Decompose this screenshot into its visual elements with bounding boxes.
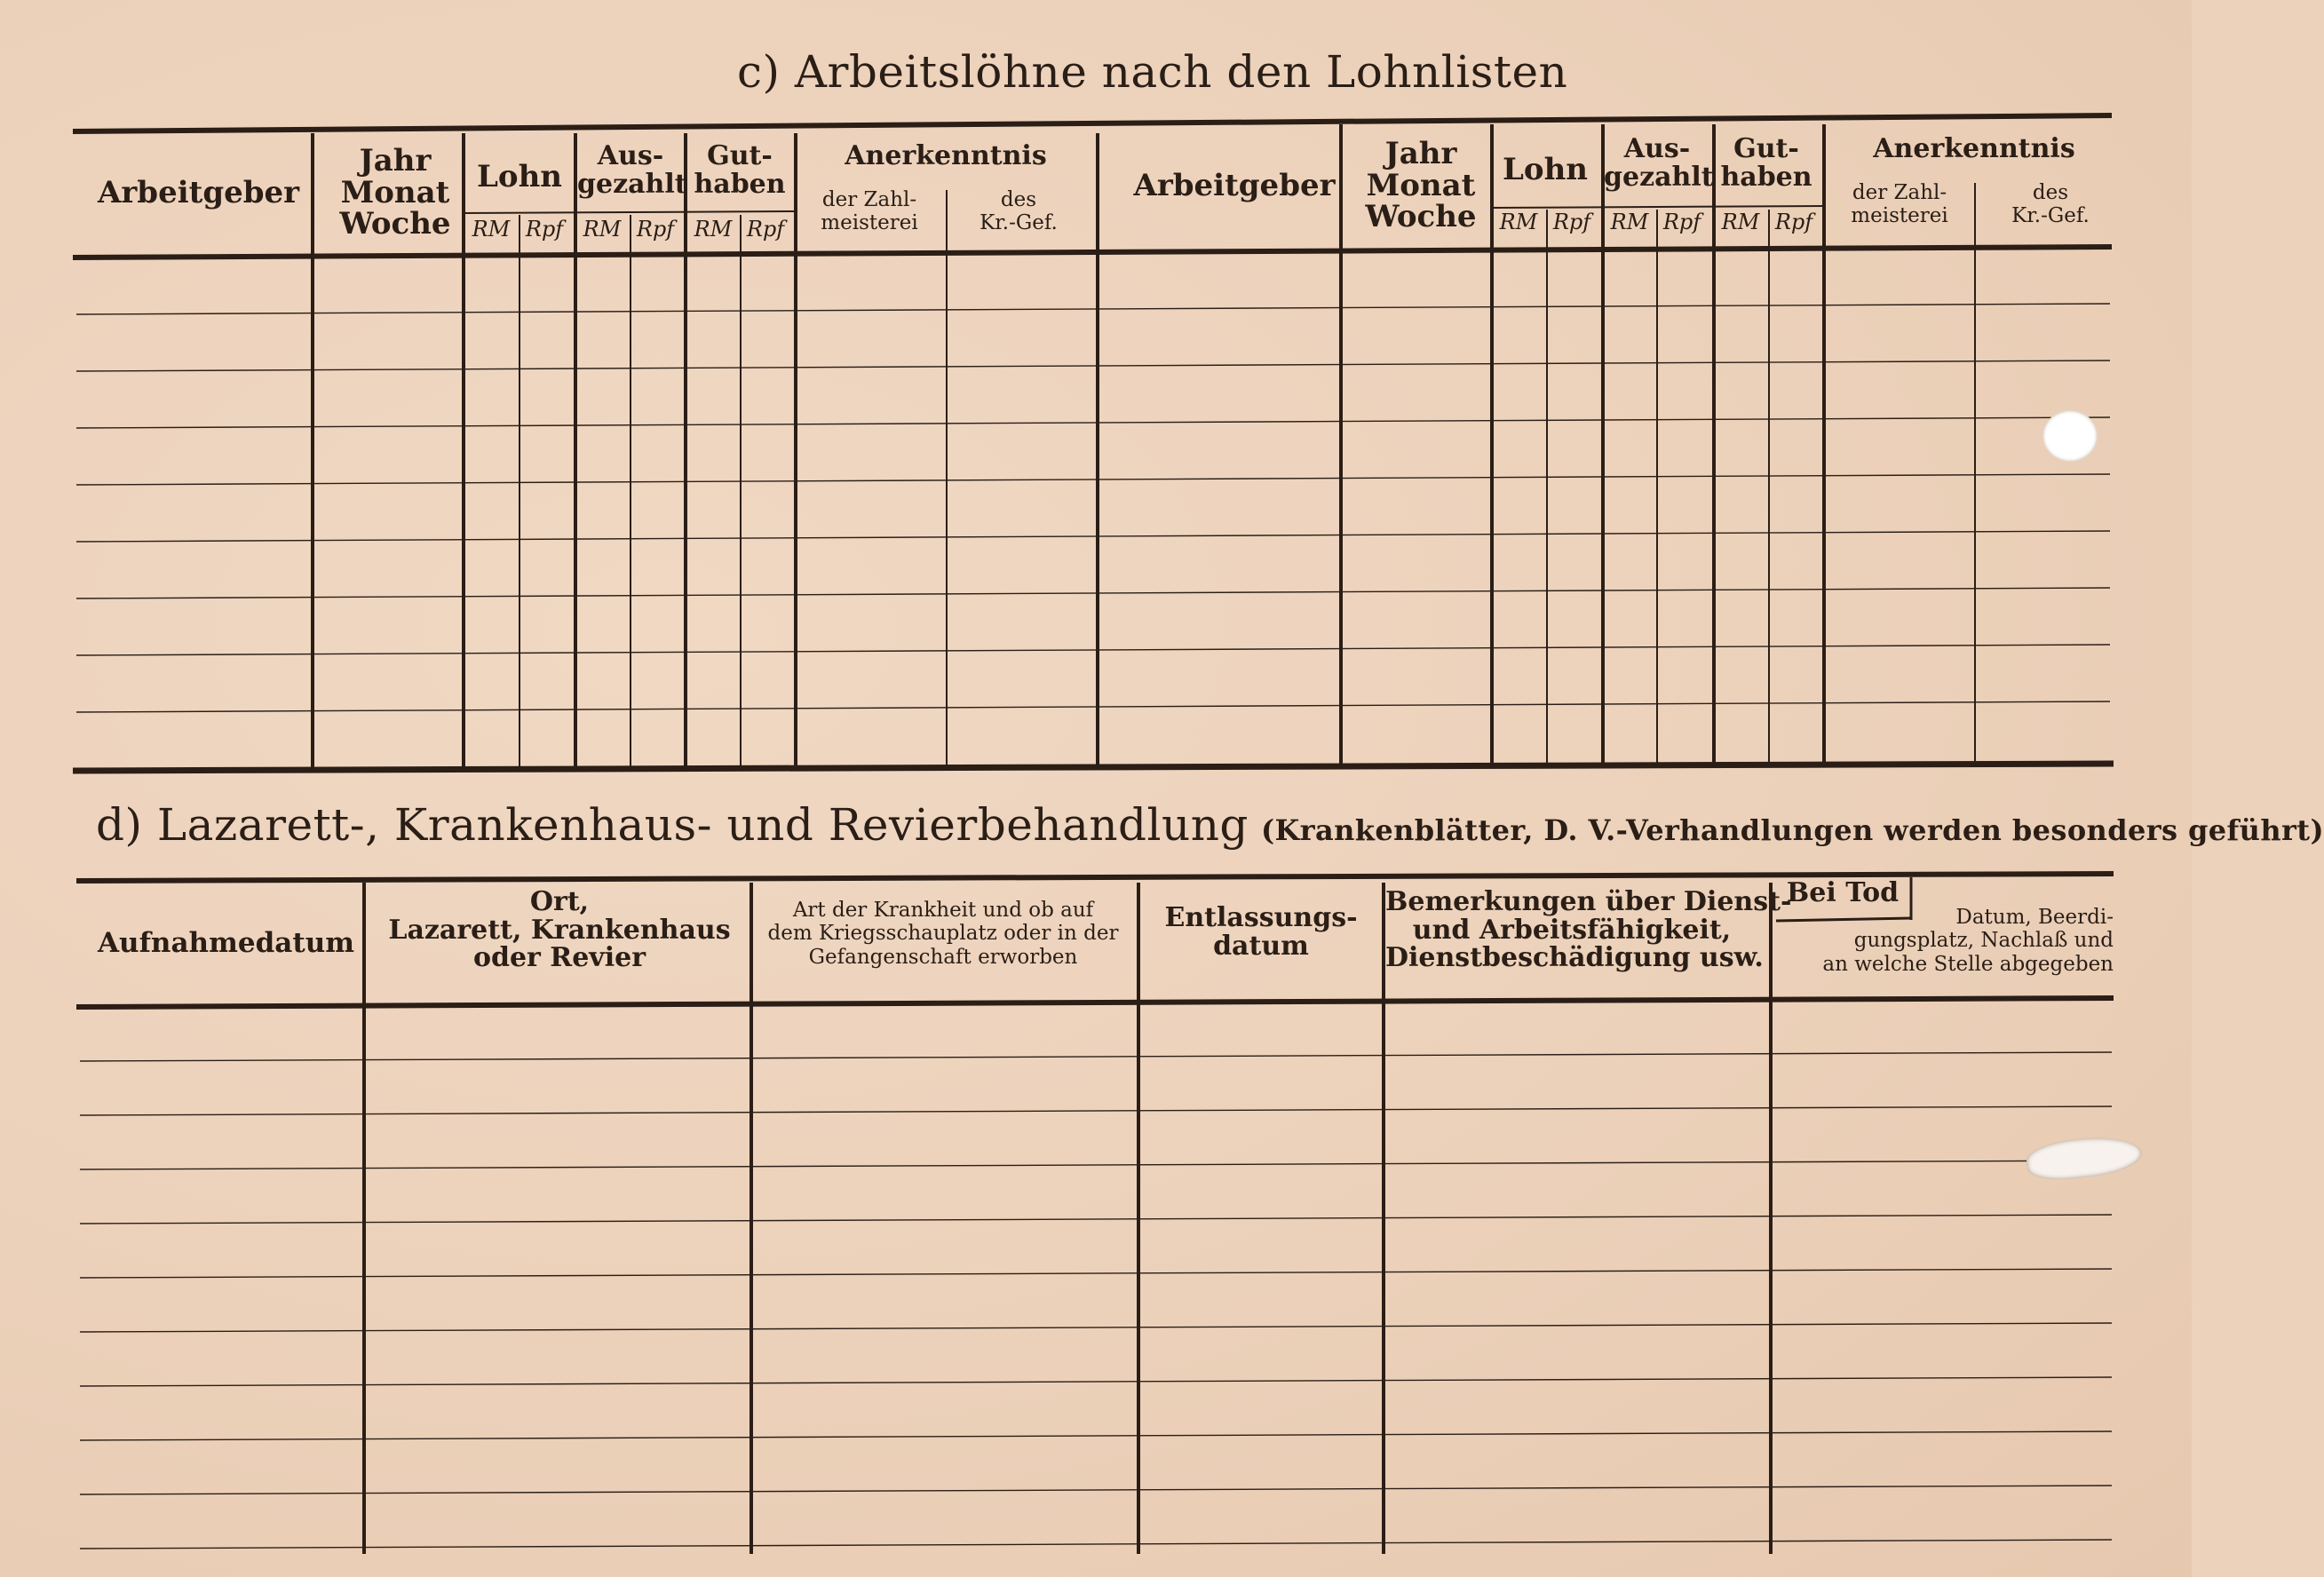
header-bemerkungen: Bemerkungen über Dienst- und Arbeitsfähigkeit, Dienstbeschädigung usw. [1385, 886, 1792, 973]
header-guthaben: Gut- haben [1720, 133, 1812, 193]
header-ausgezahlt: Aus- gezahlt [1604, 133, 1714, 193]
header-aufnahmedatum: Aufnahmedatum [98, 927, 355, 959]
row-line-d [80, 1377, 2112, 1386]
section-d-title [96, 799, 2324, 851]
header-lohn: Lohn [1502, 152, 1589, 187]
unit-row-line-c [1492, 206, 1824, 208]
rule-top-c [73, 115, 2112, 131]
row-line-c [76, 474, 2110, 485]
header-bei-tod: Bei Tod [1786, 877, 1900, 908]
unit-rm: RM [1499, 210, 1538, 234]
row-line-c [76, 701, 2110, 712]
row-line-d [80, 1215, 2112, 1224]
header-art-der-krankheit: Art der Krankheit und ob auf dem Kriegsschauplatz oder in der Gefangenschaft erworben [767, 899, 1119, 969]
header-guthaben: Gut- haben [694, 140, 786, 200]
header-arbeitgeber: Arbeitgeber [1133, 168, 1336, 203]
row-line-d [80, 1052, 2112, 1061]
unit-rpf: Rpf [1552, 210, 1591, 234]
header-entlassungsdatum: Entlassungs- datum [1164, 902, 1358, 962]
header-anerkenntnis: Anerkenntnis [845, 140, 1047, 171]
section-c-title: c) Arbeitslöhne nach den Lohnlisten [737, 46, 1568, 98]
header-jahr-monat-woche: Jahr Monat Woche [1365, 136, 1477, 235]
punch-hole [2042, 410, 2098, 462]
header-der-zahlmeisterei: der Zahl- meisterei [821, 188, 918, 235]
header-monat: Monat [340, 174, 450, 210]
row-line-c [76, 531, 2110, 542]
header-anerkenntnis: Anerkenntnis [1873, 133, 2075, 164]
row-line-d [80, 1540, 2112, 1549]
header-ausgezahlt: Aus- gezahlt [577, 140, 687, 200]
header-datum-beerdigung: Datum, Beerdi- gungsplatz, Nachlaß und an welche Stelle abgegeben [1822, 906, 2114, 976]
header-arbeitgeber: Arbeitgeber [98, 175, 300, 210]
unit-rm: RM [1721, 210, 1760, 234]
unit-rpf: Rpf [525, 217, 564, 242]
row-line-d [80, 1106, 2112, 1115]
row-line-c [76, 588, 2110, 598]
unit-rm: RM [583, 217, 622, 242]
unit-rm: RM [472, 217, 511, 242]
header-woche: Woche [339, 206, 451, 242]
unit-rpf: Rpf [1662, 210, 1701, 234]
unit-rm: RM [694, 217, 733, 242]
row-line-c [76, 417, 2110, 428]
row-line-d [80, 1323, 2112, 1332]
row-line-d [80, 1161, 2112, 1169]
header-lohn: Lohn [476, 159, 563, 194]
row-line-d [80, 1431, 2112, 1440]
header-jahr: Jahr [359, 143, 432, 178]
section-d-title-text: d) Lazarett-, Krankenhaus- und Revierbehandlung [96, 799, 1249, 851]
row-line-c [76, 361, 2110, 371]
header-des-kr-gef: des Kr.-Gef. [980, 188, 1058, 235]
rule-header-bottom-d [76, 998, 2114, 1007]
unit-rpf: Rpf [746, 217, 785, 242]
unit-rpf: Rpf [636, 217, 675, 242]
section-d-note: (Krankenblätter, D. V.-Verhandlungen werden besonders geführt) [1260, 813, 2324, 847]
row-line-c [76, 645, 2110, 655]
header-der-zahlmeisterei: der Zahl- meisterei [1851, 181, 1948, 228]
row-line-d [80, 1269, 2112, 1278]
row-line-d [80, 1486, 2112, 1494]
header-ort: Ort, Lazarett, Krankenhaus oder Revier [388, 886, 731, 973]
rule-bottom-c [73, 764, 2114, 771]
row-line-c [76, 304, 2110, 314]
header-des-kr-gef: des Kr.-Gef. [2011, 181, 2090, 228]
rule-header-bottom-c [73, 247, 2112, 258]
unit-row-line-c [464, 211, 796, 213]
unit-rm: RM [1610, 210, 1649, 234]
header-jahr-monat-woche [337, 143, 453, 242]
unit-rpf: Rpf [1774, 210, 1813, 234]
